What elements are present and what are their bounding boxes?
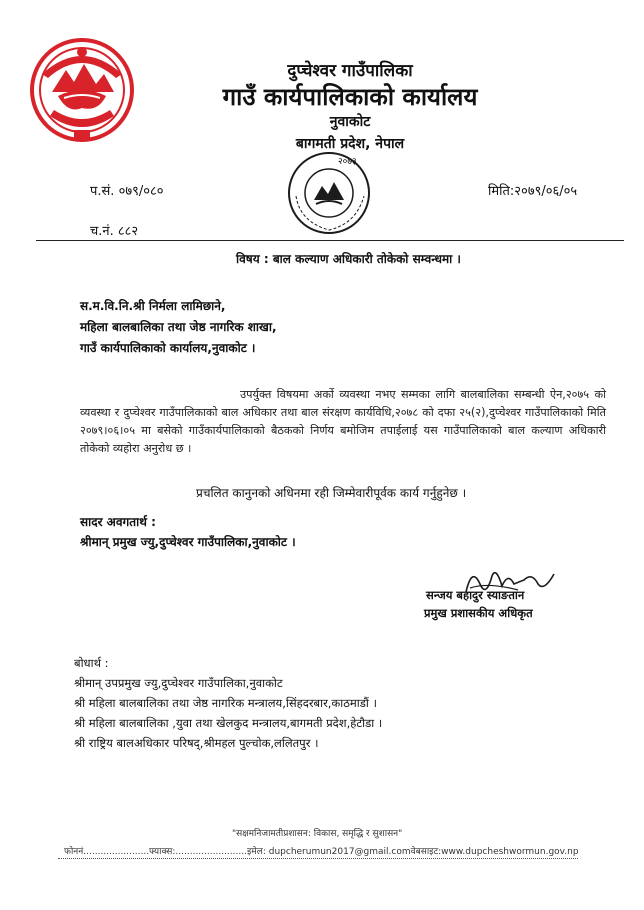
subject-line: विषय : बाल कल्याण अधिकारी तोकेको सम्वन्धमा । (236, 252, 461, 266)
footer-contact: फोननं.......................फ्याक्स:.........................इमेल: dupcherumun2017@gmail.comवेबसाइट:www.dupcheshwormun.gov.np (64, 847, 579, 857)
info-recipient: श्रीमान् प्रमुख ज्यु,दुप्चेश्वर गाउँपालिका,नुवाकोट । (80, 535, 296, 549)
dispatch-number: च.नं. ८८२ (90, 224, 139, 239)
footer-slogan: "सक्षमनिजामतीप्रशासन: विकास, समृद्धि र सुशासन" (232, 829, 403, 839)
recipient-name: स.म.वि.नि.श्री निर्मला लामिछाने, (80, 299, 226, 313)
office-name: गाउँ कार्यपालिकाको कार्यालय (222, 83, 478, 111)
province-name: बागमती प्रदेश, नेपाल (295, 136, 405, 152)
recipient-section: महिला बालबालिका तथा जेष्ठ नागरिक शाखा, (80, 320, 277, 334)
body-paragraph: उपर्युक्त विषयमा अर्को व्यवस्था नभए सम्मका लागि बालबालिका सम्बन्धी ऐन,२०७५ को व्यवस्था र दुप्चेश्वर गाउँपालिकाको बाल अधिकार तथा बाल संरक्षण कार्यविधि,२०७८ को दफा २५(२),दुप्चेश्वर गाउँपालिकाको मिति २०७९।०६।०५ मा बसेको गाउँकार्यपालिकाको बैठकको निर्णय बमोजिम तपाईलाई यस गाउँपालिकाको बाल कल्याण अधिकारी तोकेको व्यहोरा अनुरोध छ । (80, 388, 606, 455)
header-divider (36, 240, 624, 241)
municipality-name: दुप्चेश्वर गाउँपालिका (287, 61, 413, 81)
body-closing: प्रचलित कानुनको अधिनमा रही जिम्मेवारीपूर्वक कार्य गर्नुहुनेछ । (196, 486, 467, 500)
office-stamp-icon (286, 150, 372, 236)
reference-number: प.सं. ०७९/०८० (90, 184, 164, 199)
info-label: सादर अवगतार्थ : (80, 515, 156, 529)
nepal-emblem-icon (28, 34, 136, 146)
recipient-office: गाउँ कार्यपालिकाको कार्यालय,नुवाकोट । (80, 341, 256, 355)
cc-item: श्री महिला बालबालिका तथा जेष्ठ नागरिक मन्त्रालय,सिंहदरबार,काठमाडौं । (74, 696, 377, 710)
cc-item: श्री राष्ट्रिय बालअधिकार परिषद्,श्रीमहल पुल्चोक,ललितपुर । (74, 736, 319, 750)
signatory-name: सन्जय बहादुर स्याङतान (426, 588, 525, 602)
cc-item: श्री महिला बालबालिका ,युवा तथा खेलकुद मन्त्रालय,बागमती प्रदेश,हेटौडा । (74, 716, 383, 730)
signatory-title: प्रमुख प्रशासकीय अधिकृत (424, 606, 533, 620)
cc-label: बोधार्थ : (74, 656, 109, 670)
letter-date: मिति:२०७९/०६/०५ (488, 184, 578, 199)
stamp-year: २०७३ (338, 157, 357, 167)
cc-item: श्रीमान् उपप्रमुख ज्यु,दुप्चेश्वर गाउँपालिका,नुवाकोट (74, 676, 283, 690)
district-name: नुवाकोट (329, 114, 371, 130)
footer-divider (58, 858, 578, 859)
